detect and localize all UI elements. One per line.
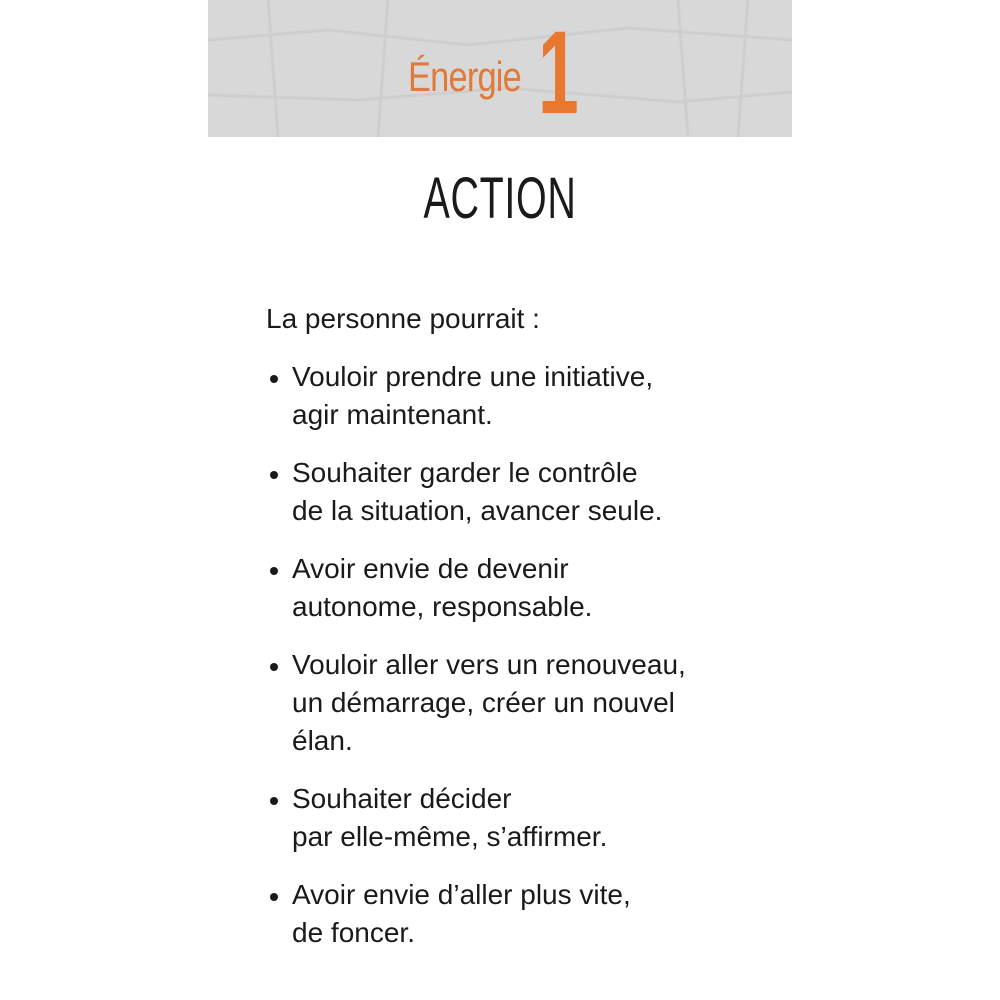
list-item-text: Vouloir aller vers un renouveau, un démarrage, créer un nouvel élan. bbox=[292, 649, 686, 756]
bullet-icon bbox=[270, 893, 278, 901]
list-item-text: Souhaiter décider par elle-même, s’affirmer. bbox=[292, 783, 608, 852]
energy-number: 1 bbox=[538, 7, 579, 137]
list-item bbox=[266, 550, 766, 626]
intro-text: La personne pourrait : bbox=[266, 303, 540, 334]
card-header bbox=[208, 0, 792, 137]
list-item-text: Avoir envie de devenir autonome, responsable. bbox=[292, 553, 593, 622]
bullet-icon bbox=[270, 471, 278, 479]
bullet-icon bbox=[270, 663, 278, 671]
list-item bbox=[266, 646, 766, 760]
bullet-icon bbox=[270, 567, 278, 575]
list-item-text: Vouloir prendre une initiative, agir maintenant. bbox=[292, 361, 654, 430]
list-item bbox=[266, 454, 766, 530]
list-item bbox=[266, 780, 766, 856]
list-item bbox=[266, 358, 766, 434]
card bbox=[208, 0, 792, 1000]
list-item-text: Avoir envie d’aller plus vite, de foncer. bbox=[292, 879, 631, 948]
card-title: ACTION bbox=[423, 166, 577, 231]
list-item bbox=[266, 876, 766, 952]
list-item-text: Souhaiter garder le contrôle de la situation, avancer seule. bbox=[292, 457, 663, 526]
bullet-icon bbox=[270, 797, 278, 805]
bullet-icon bbox=[270, 375, 278, 383]
energy-label: Énergie bbox=[408, 53, 521, 100]
bullet-list bbox=[266, 358, 766, 972]
